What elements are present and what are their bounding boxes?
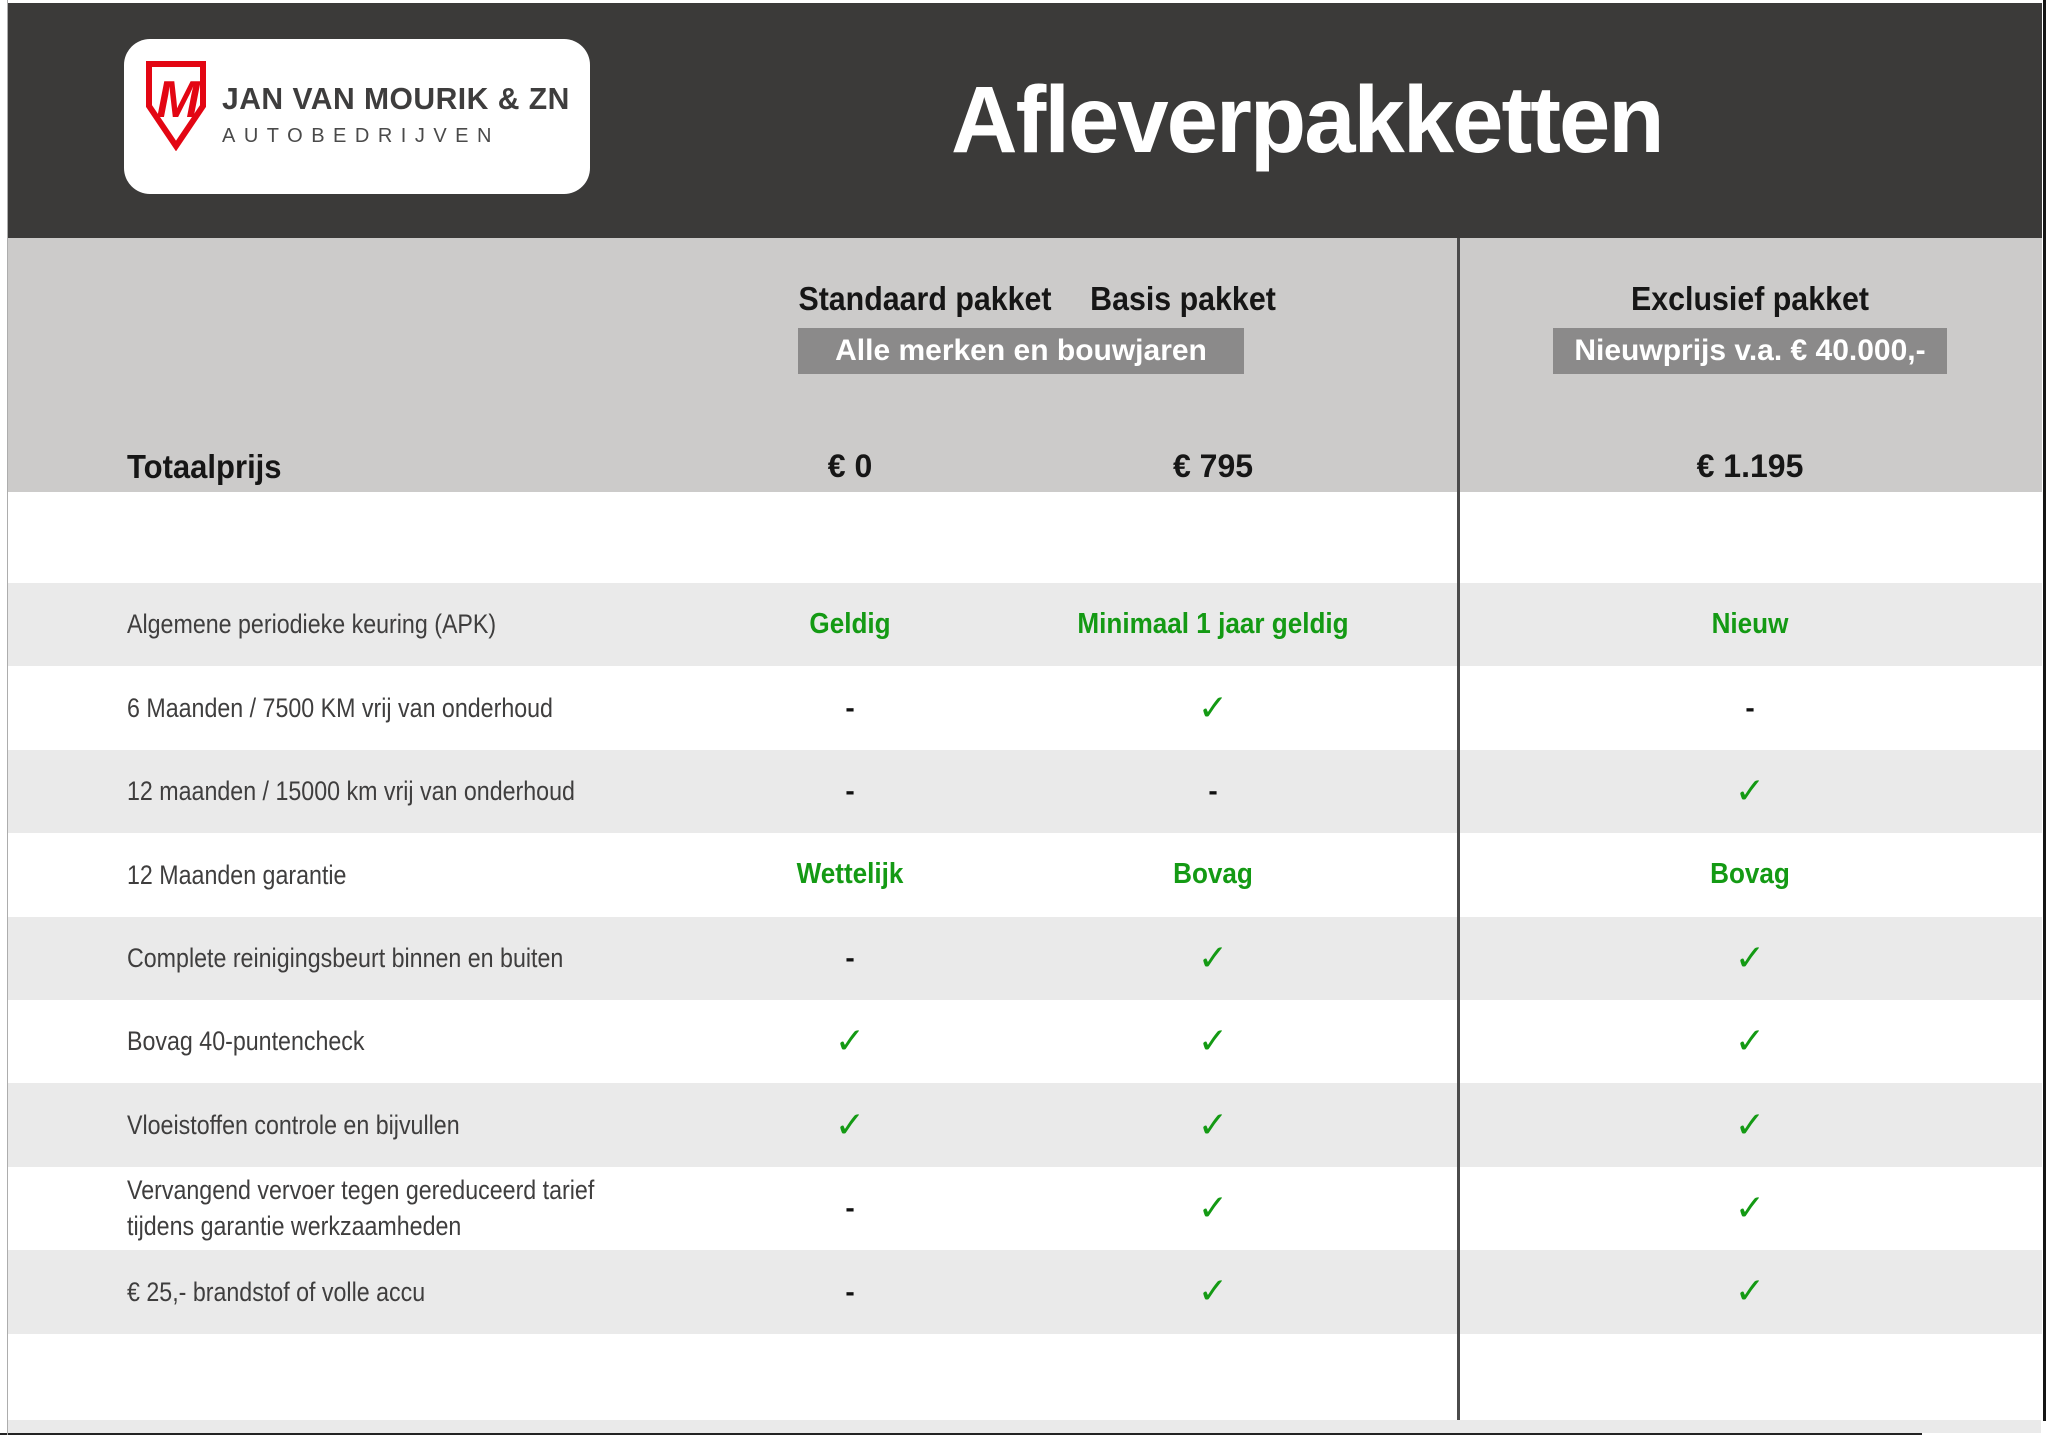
cell-basis-check-icon: ✓ [1197,937,1229,979]
cell-exclusief-value: Nieuw [1711,608,1789,641]
brand-name: JAN VAN MOURIK & ZN [222,81,570,116]
cell-standaard-value: Geldig [809,608,891,641]
brand-logo [124,39,590,194]
total-price-exclusief: € 1.195 [1696,448,1804,484]
bottom-strip [8,1420,2041,1433]
cell-basis-check-icon: ✓ [1197,1021,1229,1063]
total-price-standaard: € 0 [827,448,873,484]
table-row [8,666,2042,749]
column-header-standaard: Standaard pakket [798,280,1052,317]
cell-basis-check-icon: ✓ [1197,687,1229,729]
total-price-label: Totaalprijs [127,448,282,485]
badge-nieuwprijs: Nieuwprijs v.a. € 40.000,- [1553,328,1947,374]
row-label: Algemene periodieke keuring (APK) [127,609,497,640]
row-label: € 25,- brandstof of volle accu [127,1276,426,1307]
row-label: 12 maanden / 15000 km vrij van onderhoud [127,776,575,807]
cell-basis-dash: - [1208,775,1218,807]
row-label: Vervangend vervoer tegen gereduceerd tarief tijdens garantie werkzaamheden [127,1174,595,1242]
brand-subtitle: AUTOBEDRIJVEN [222,125,500,147]
column-header-exclusief: Exclusief pakket [1631,280,1869,317]
row-label: Bovag 40-puntencheck [127,1026,365,1057]
cell-standaard-check-icon: ✓ [834,1104,866,1146]
table-row [8,1250,2042,1333]
cell-exclusief-check-icon: ✓ [1734,1271,1766,1313]
row-label: 6 Maanden / 7500 KM vrij van onderhoud [127,692,553,723]
brand-text [222,81,581,148]
cell-exclusief-check-icon: ✓ [1734,1187,1766,1229]
cell-standaard-dash: - [845,692,855,724]
total-price-basis: € 795 [1172,448,1254,484]
badge-alle-merken: Alle merken en bouwjaren [798,328,1244,374]
cell-standaard-dash: - [845,942,855,974]
table-row [8,750,2042,833]
cell-standaard-value: Wettelijk [796,858,904,891]
table-row [8,1000,2042,1083]
cell-exclusief-check-icon: ✓ [1734,1104,1766,1146]
brand-monogram: M [156,71,200,129]
cell-standaard-dash: - [845,1192,855,1224]
row-label: Complete reinigingsbeurt binnen en buiten [127,943,564,974]
brand-shield-icon [145,59,207,151]
cell-standaard-dash: - [845,775,855,807]
cell-exclusief-value: Bovag [1710,858,1790,891]
page-title: Afleverpakketten [951,67,1663,173]
table-row [8,1083,2042,1166]
table-row [8,833,2042,916]
cell-exclusief-check-icon: ✓ [1734,1021,1766,1063]
table-row [8,1167,2042,1250]
table-row [8,583,2042,666]
cell-basis-value: Bovag [1173,858,1253,891]
packages-header-band [8,238,2042,492]
cell-standaard-dash: - [845,1275,855,1307]
cell-standaard-check-icon: ✓ [834,1021,866,1063]
column-header-basis: Basis pakket [1090,280,1276,317]
cell-exclusief-check-icon: ✓ [1734,937,1766,979]
row-label: 12 Maanden garantie [127,859,347,890]
cell-exclusief-dash: - [1745,692,1755,724]
table-row [8,917,2042,1000]
cell-basis-value: Minimaal 1 jaar geldig [1077,608,1349,641]
feature-table [8,583,2042,1334]
cell-basis-check-icon: ✓ [1197,1104,1229,1146]
column-divider-line [1457,238,1460,1433]
row-label: Vloeistoffen controle en bijvullen [127,1109,460,1140]
cell-basis-check-icon: ✓ [1197,1271,1229,1313]
cell-basis-check-icon: ✓ [1197,1187,1229,1229]
right-edge-shadow [2043,0,2046,1421]
left-edge-line [7,0,8,1435]
header-banner [8,3,2042,238]
cell-exclusief-check-icon: ✓ [1734,770,1766,812]
